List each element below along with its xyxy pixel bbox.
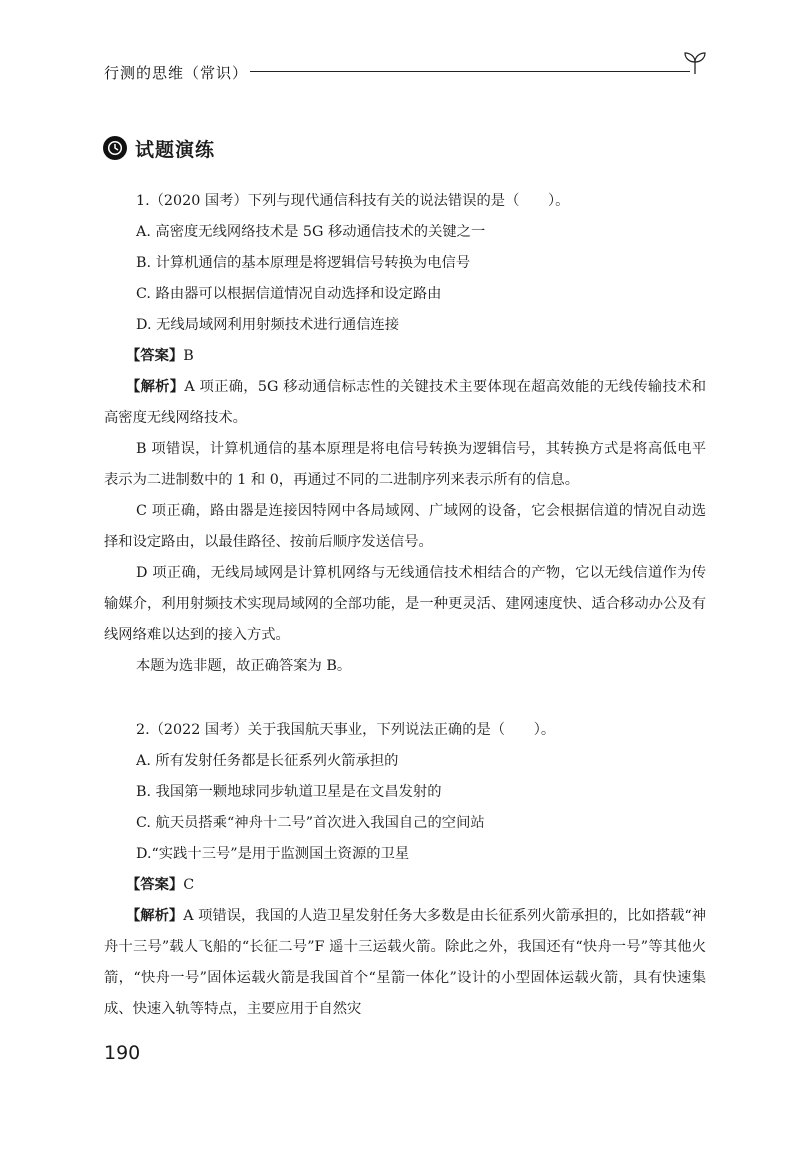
- answer-line: [104, 870, 706, 901]
- question-spacer: [104, 682, 706, 715]
- analysis-paragraph: [104, 901, 706, 1025]
- option-c: C. 路由器可以根据信道情况自动选择和设定路由: [136, 286, 442, 302]
- analysis-conclusion: 本题为选非题，故正确答案为 B。: [136, 658, 352, 674]
- option-d: D. 无线局域网利用射频技术进行通信连接: [136, 317, 400, 333]
- section-title: 试题演练: [135, 138, 216, 161]
- option-b: B. 我国第一颗地球同步轨道卫星是在文昌发射的: [136, 784, 442, 800]
- option-b: B. 计算机通信的基本原理是将逻辑信号转换为电信号: [136, 255, 471, 271]
- section-heading: [103, 133, 215, 163]
- sprout-icon: [682, 50, 708, 76]
- analysis-label: 【解析】: [126, 908, 184, 924]
- answer-value: C: [183, 877, 195, 893]
- page-number: 190: [104, 1042, 141, 1064]
- answer-value: B: [183, 348, 194, 364]
- answer-label: 【答案】: [126, 348, 184, 364]
- exercise-content: [104, 186, 706, 1025]
- option-a: A. 所有发射任务都是长征系列火箭承担的: [136, 753, 399, 769]
- answer-line: [104, 341, 706, 372]
- analysis-paragraph: C 项正确，路由器是连接因特网中各局域网、广域网的设备，它会根据信道的情况自动选择和设定路由，以最佳路径、按前后顺序发送信号。: [104, 503, 706, 550]
- question-stem: 1.（2020 国考）下列与现代通信科技有关的说法错误的是（ ）。: [136, 193, 570, 209]
- option-a: A. 高密度无线网络技术是 5G 移动通信技术的关键之一: [136, 224, 486, 240]
- analysis-paragraph: D 项正确，无线局域网是计算机网络与无线通信技术相结合的产物，它以无线信道作为传输媒介，利用射频技术实现局域网的全部功能，是一种更灵活、建网速度快、适合移动办公及有线网络难以达到的接入方式。: [104, 565, 706, 643]
- question-stem: 2.（2022 国考）关于我国航天事业，下列说法正确的是（ ）。: [136, 722, 556, 738]
- analysis-label: 【解析】: [126, 379, 185, 395]
- analysis-paragraph: [104, 372, 706, 434]
- header-rule: [250, 71, 690, 72]
- book-title: 行测的思维（常识）: [104, 64, 249, 82]
- answer-label: 【答案】: [126, 877, 184, 893]
- analysis-paragraph: B 项错误，计算机通信的基本原理是将电信号转换为逻辑信号，其转换方式是将高低电平表示为二进制数中的 1 和 0，再通过不同的二进制序列来表示所有的信息。: [104, 441, 706, 488]
- clock-icon: [103, 136, 127, 160]
- analysis-text: A 项正确，5G 移动通信标志性的关键技术主要体现在超高效能的无线传输技术和高密度无线网络技术。: [104, 379, 706, 426]
- running-header: [104, 58, 704, 88]
- option-c: C. 航天员搭乘“神舟十二号”首次进入我国自己的空间站: [136, 815, 485, 831]
- option-d: D.“实践十三号”是用于监测国土资源的卫星: [136, 846, 410, 862]
- analysis-text: A 项错误，我国的人造卫星发射任务大多数是由长征系列火箭承担的，比如搭载“神舟十三号”载人飞船的“长征二号”F 遥十三运载火箭。除此之外，我国还有“快舟一号”等其他火箭，“快舟一号”固体运载火箭是我国首个“星箭一体化”设计的小型固体运载火箭，具有快速集成、快速入轨等特点，主要应用于自然灾: [104, 908, 706, 1017]
